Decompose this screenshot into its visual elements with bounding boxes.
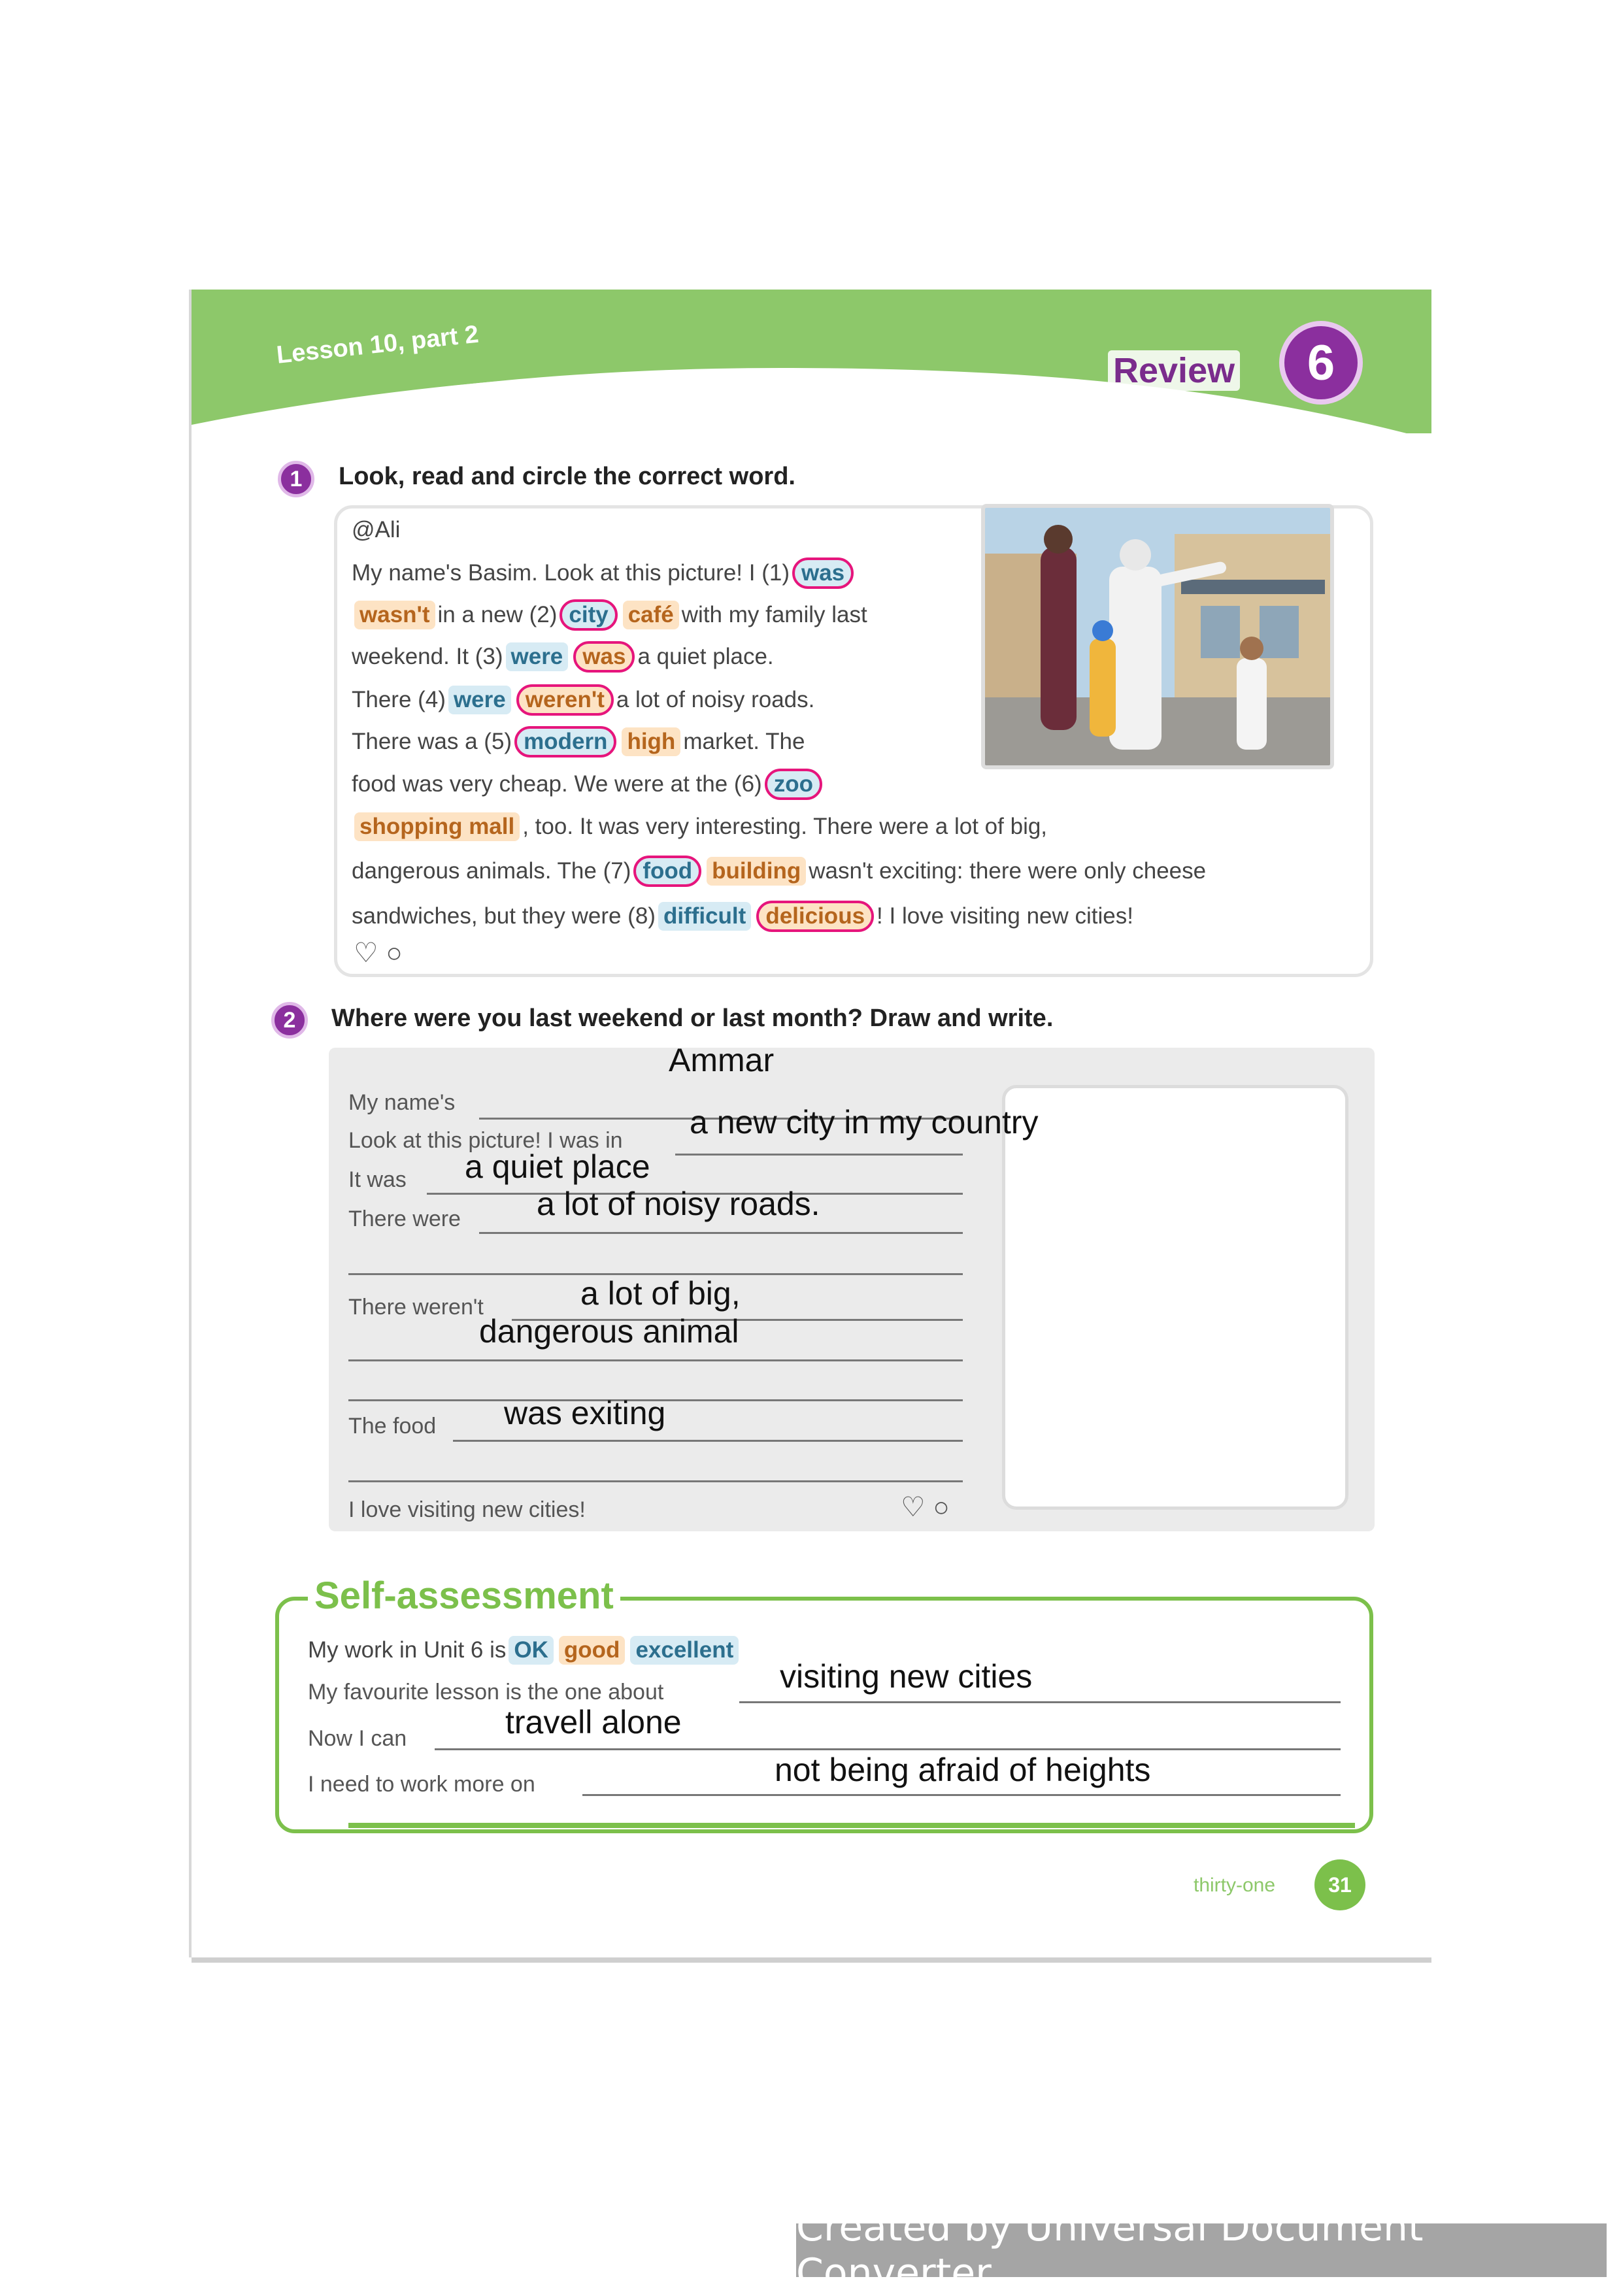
- ex1-line-2: [352, 599, 867, 631]
- drawing-box[interactable]: [1002, 1085, 1348, 1510]
- label-look-picture: Look at this picture! I was in: [348, 1128, 623, 1153]
- self-assessment-box: [275, 1597, 1373, 1833]
- ex1-text: sandwiches, but they were (8): [352, 903, 656, 929]
- exercise-1-number: 1: [278, 461, 314, 497]
- ex1-line-9: [352, 901, 1133, 932]
- page-number-badge: 31: [1314, 1859, 1365, 1910]
- self-assessment-title: Self-assessment: [308, 1574, 620, 1618]
- write-line: [435, 1748, 1341, 1750]
- label-my-name: My name's: [348, 1090, 456, 1115]
- page-number-words: thirty-one: [1194, 1874, 1276, 1896]
- option-high[interactable]: high: [622, 727, 680, 756]
- sa-label-need-work: I need to work more on: [308, 1772, 535, 1797]
- ex1-text: There (4): [352, 687, 446, 712]
- exercise-2-instruction: Where were you last weekend or last month? Draw and write.: [331, 1005, 1054, 1032]
- ex1-line-7: [352, 812, 1047, 841]
- answer-name[interactable]: Ammar: [669, 1042, 775, 1078]
- ex1-text: dangerous animals. The (7): [352, 858, 631, 884]
- sa-label-favourite: My favourite lesson is the one about: [308, 1680, 664, 1705]
- ex1-text: a quiet place.: [637, 644, 774, 669]
- option-building[interactable]: building: [707, 857, 806, 886]
- ex1-line-5: [352, 726, 805, 757]
- option-delicious-circled[interactable]: delicious: [756, 901, 874, 932]
- label-there-werent: There weren't: [348, 1295, 484, 1320]
- answer-picture[interactable]: a new city in my country: [690, 1104, 1039, 1140]
- like-comment-icons: ♡ ○: [901, 1491, 950, 1522]
- write-line: [348, 1359, 963, 1361]
- option-city-circled[interactable]: city: [560, 599, 617, 631]
- ex1-text: , too. It was very interesting. There were a lot of big,: [522, 814, 1048, 839]
- option-excellent[interactable]: excellent: [630, 1636, 739, 1665]
- write-line: [453, 1440, 963, 1442]
- option-was-circled[interactable]: was: [792, 557, 854, 589]
- ex1-text: weekend. It (3): [352, 644, 503, 669]
- option-ok[interactable]: OK: [509, 1636, 554, 1665]
- ex1-line-3: [352, 641, 774, 673]
- write-line: [348, 1480, 963, 1482]
- option-zoo-circled[interactable]: zoo: [765, 769, 822, 800]
- ex1-text: in a new (2): [437, 602, 558, 627]
- ex1-text: There was a (5): [352, 729, 512, 754]
- review-title: Review: [1108, 350, 1240, 391]
- write-line: [675, 1154, 963, 1156]
- write-line: [582, 1794, 1341, 1796]
- option-good[interactable]: good: [559, 1636, 626, 1665]
- answer-there-were[interactable]: a lot of noisy roads.: [537, 1186, 820, 1222]
- label-it-was: It was: [348, 1167, 407, 1192]
- ex1-handle: @Ali: [352, 517, 401, 542]
- option-were[interactable]: were: [506, 642, 569, 671]
- lesson-label: Lesson 10, part 2: [275, 320, 480, 369]
- option-werent-circled[interactable]: weren't: [516, 684, 614, 716]
- write-line: [739, 1701, 1341, 1703]
- sa-label: My work in Unit 6 is: [308, 1637, 507, 1663]
- green-bar: [348, 1823, 1355, 1828]
- unit-badge: 6: [1279, 321, 1363, 405]
- option-were[interactable]: were: [448, 686, 511, 714]
- sa-answer-need-work[interactable]: not being afraid of heights: [775, 1752, 1151, 1788]
- option-shopping-mall[interactable]: shopping mall: [354, 812, 520, 841]
- write-line: [479, 1232, 963, 1234]
- sa-answer-favourite[interactable]: visiting new cities: [780, 1658, 1033, 1695]
- header-band: [192, 290, 1431, 433]
- like-comment-icons: ♡ ○: [354, 937, 403, 968]
- ex1-line-6: [352, 769, 825, 800]
- exercise-1-instruction: Look, read and circle the correct word.: [339, 463, 795, 490]
- option-was-circled[interactable]: was: [573, 641, 635, 673]
- ex1-text: food was very cheap. We were at the (6): [352, 771, 762, 797]
- ex1-text: market. The: [683, 729, 805, 754]
- option-modern-circled[interactable]: modern: [514, 726, 616, 757]
- ex1-text: wasn't exciting: there were only cheese: [809, 858, 1207, 884]
- sa-label-now-i-can: Now I can: [308, 1726, 407, 1751]
- ex1-line-4: [352, 684, 814, 716]
- option-difficult[interactable]: difficult: [658, 902, 751, 931]
- label-there-were: There were: [348, 1206, 461, 1231]
- answer-there-werent-2[interactable]: dangerous animal: [479, 1313, 739, 1350]
- sa-answer-now-i-can[interactable]: travell alone: [505, 1704, 682, 1740]
- ex1-line-1: [352, 557, 856, 589]
- ex1-text: with my family last: [681, 602, 867, 627]
- option-wasnt[interactable]: wasn't: [354, 601, 435, 629]
- ex1-text: a lot of noisy roads.: [616, 687, 815, 712]
- converter-watermark: Created by Universal Document Converter: [796, 2223, 1607, 2277]
- ex1-text: ! I love visiting new cities!: [877, 903, 1133, 929]
- family-street-photo: [981, 504, 1334, 769]
- label-the-food: The food: [348, 1414, 437, 1439]
- workbook-page: [192, 290, 1431, 1957]
- ex1-text: My name's Basim. Look at this picture! I (1): [352, 560, 790, 586]
- option-cafe[interactable]: café: [623, 601, 679, 629]
- exercise-2-number: 2: [271, 1002, 308, 1039]
- closing-line: I love visiting new cities!: [348, 1497, 586, 1522]
- option-food-circled[interactable]: food: [633, 856, 701, 887]
- ex1-line-8: [352, 856, 1206, 887]
- sa-line-work: [308, 1636, 741, 1665]
- answer-it-was[interactable]: a quiet place: [465, 1148, 650, 1185]
- answer-there-werent-1[interactable]: a lot of big,: [580, 1275, 741, 1312]
- answer-food[interactable]: was exiting: [504, 1395, 666, 1431]
